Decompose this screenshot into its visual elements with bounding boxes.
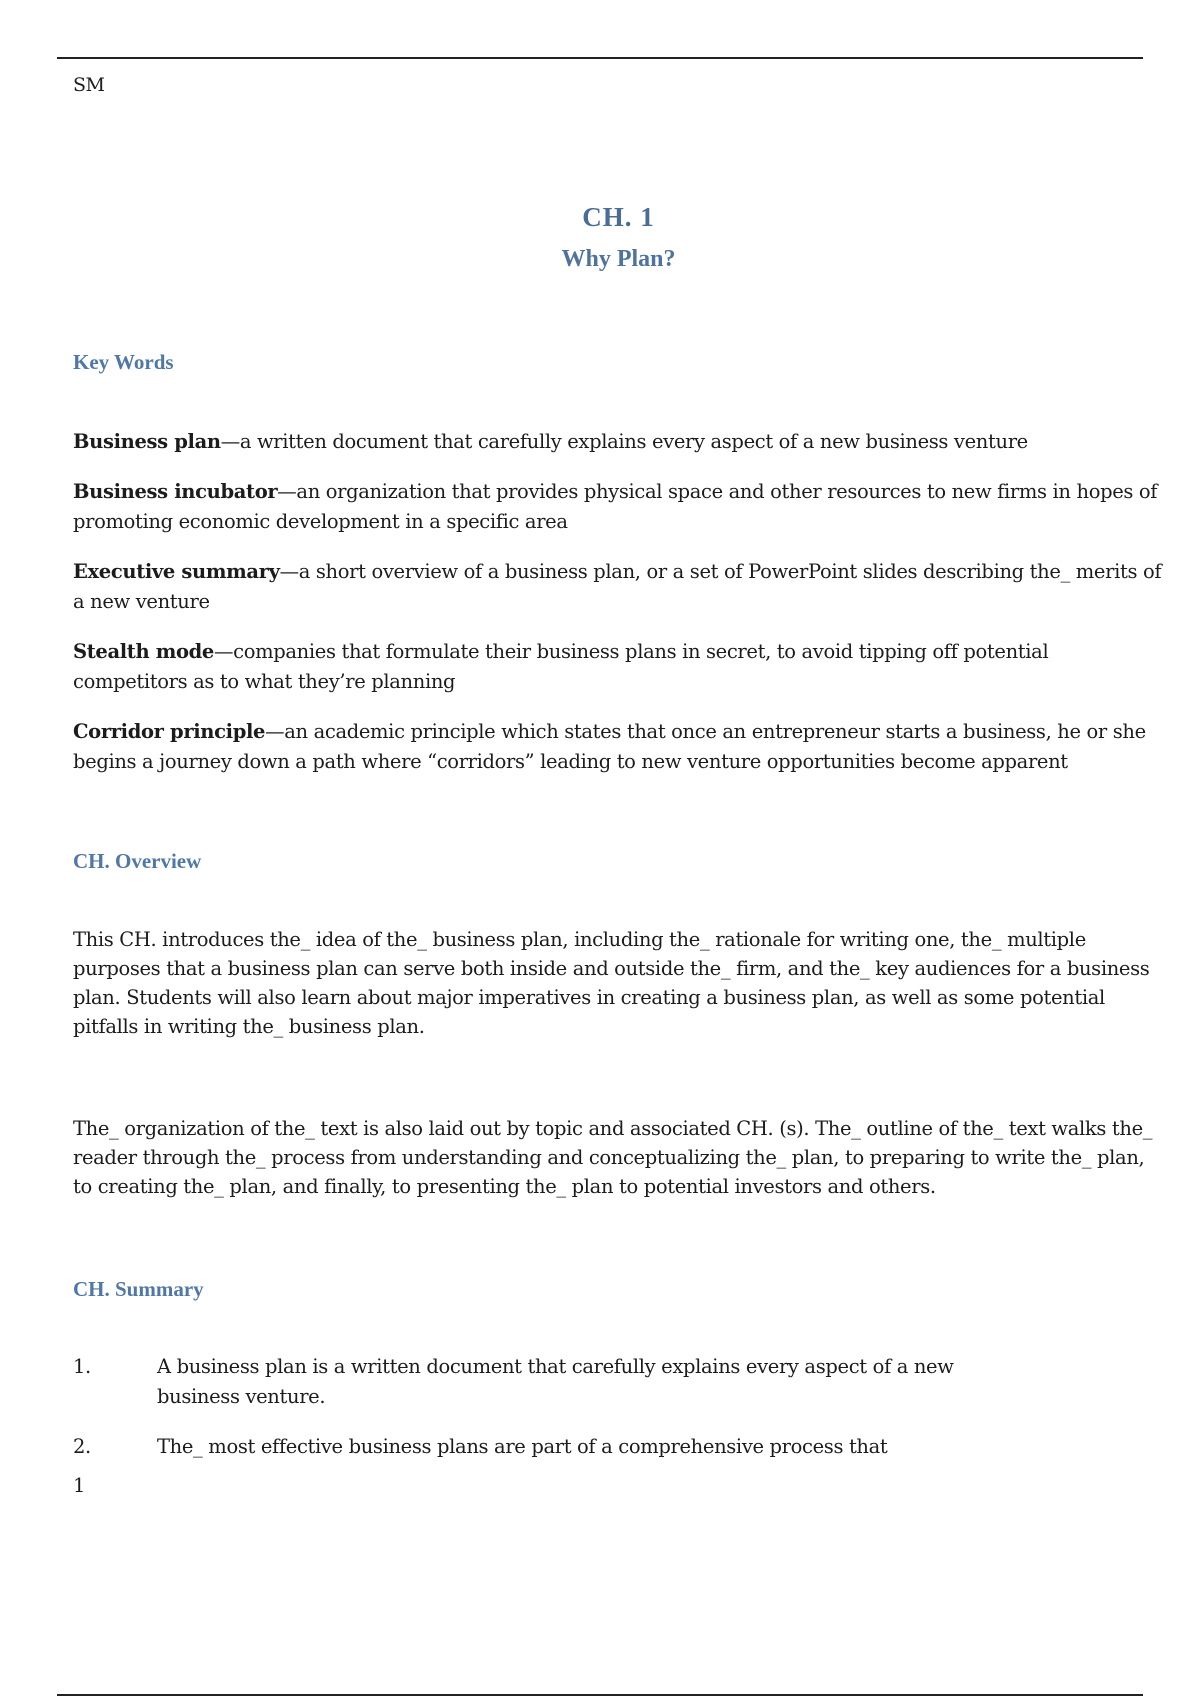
definition-item <box>73 637 1165 697</box>
summary-list-item <box>73 1432 1073 1462</box>
overview-heading: CH. Overview <box>73 849 202 873</box>
definition-text: —an organization that provides physical space and other resources to new firms in hopes of promoting economic development in a specific area <box>73 480 1158 533</box>
chapter-heading <box>0 200 1200 274</box>
chapter-number: CH. 1 <box>582 202 655 232</box>
summary-item-number: 1. <box>73 1355 91 1378</box>
definition-text: —companies that formulate their business plans in secret, to avoid tipping off potential competitors as to what they’re planning <box>73 640 1049 693</box>
definition-term: Business plan <box>73 430 221 453</box>
definition-item <box>73 427 1165 457</box>
summary-item-number: 2. <box>73 1435 91 1458</box>
definition-text: —an academic principle which states that once an entrepreneur starts a business, he or she begins a journey down a path where “corridors” leading to new venture opportunities become apparent <box>73 720 1146 773</box>
page-number: 1 <box>73 1474 86 1497</box>
summary-list-item <box>73 1352 1073 1412</box>
summary-heading: CH. Summary <box>73 1277 204 1301</box>
top-rule <box>57 57 1143 59</box>
definition-term: Executive summary <box>73 560 280 583</box>
definition-text: —a written document that carefully explains every aspect of a new business venture <box>220 430 1028 453</box>
definition-item <box>73 477 1165 537</box>
definition-text: —a short overview of a business plan, or a set of PowerPoint slides describing the_ merits of a new venture <box>73 560 1162 613</box>
definition-term: Corridor principle <box>73 720 266 743</box>
key-words-heading: Key Words <box>73 350 174 374</box>
key-words-list <box>73 427 1165 797</box>
header-initials: SM <box>73 74 105 96</box>
overview-paragraph: The_ organization of the_ text is also laid out by topic and associated CH. (s). The_ outline of the_ text walks the_ reader through the_ process from understanding and conceptualizing the_ plan, to preparing to write the_ plan, to creating the_ plan, and finally, to presenting the_ plan to potential investors and others. <box>73 1117 1153 1198</box>
definition-item <box>73 717 1165 777</box>
summary-item-text: The_ most effective business plans are part of a comprehensive process that <box>157 1435 888 1458</box>
definition-term: Stealth mode <box>73 640 214 663</box>
overview-paragraph: This CH. introduces the_ idea of the_ business plan, including the_ rationale for writing one, the_ multiple purposes that a business plan can serve both inside and outside the_ firm, and the_ key audiences for a business plan. Students will also learn about major imperatives in creating a business plan, as well as some potential pitfalls in writing the_ business plan. <box>73 928 1150 1038</box>
definition-item <box>73 557 1165 617</box>
chapter-title: Why Plan? <box>561 246 676 272</box>
summary-list <box>73 1352 1073 1482</box>
summary-item-text: A business plan is a written document that carefully explains every aspect of a new business venture. <box>157 1355 954 1408</box>
definition-term: Business incubator <box>73 480 278 503</box>
bottom-rule <box>57 1694 1143 1696</box>
